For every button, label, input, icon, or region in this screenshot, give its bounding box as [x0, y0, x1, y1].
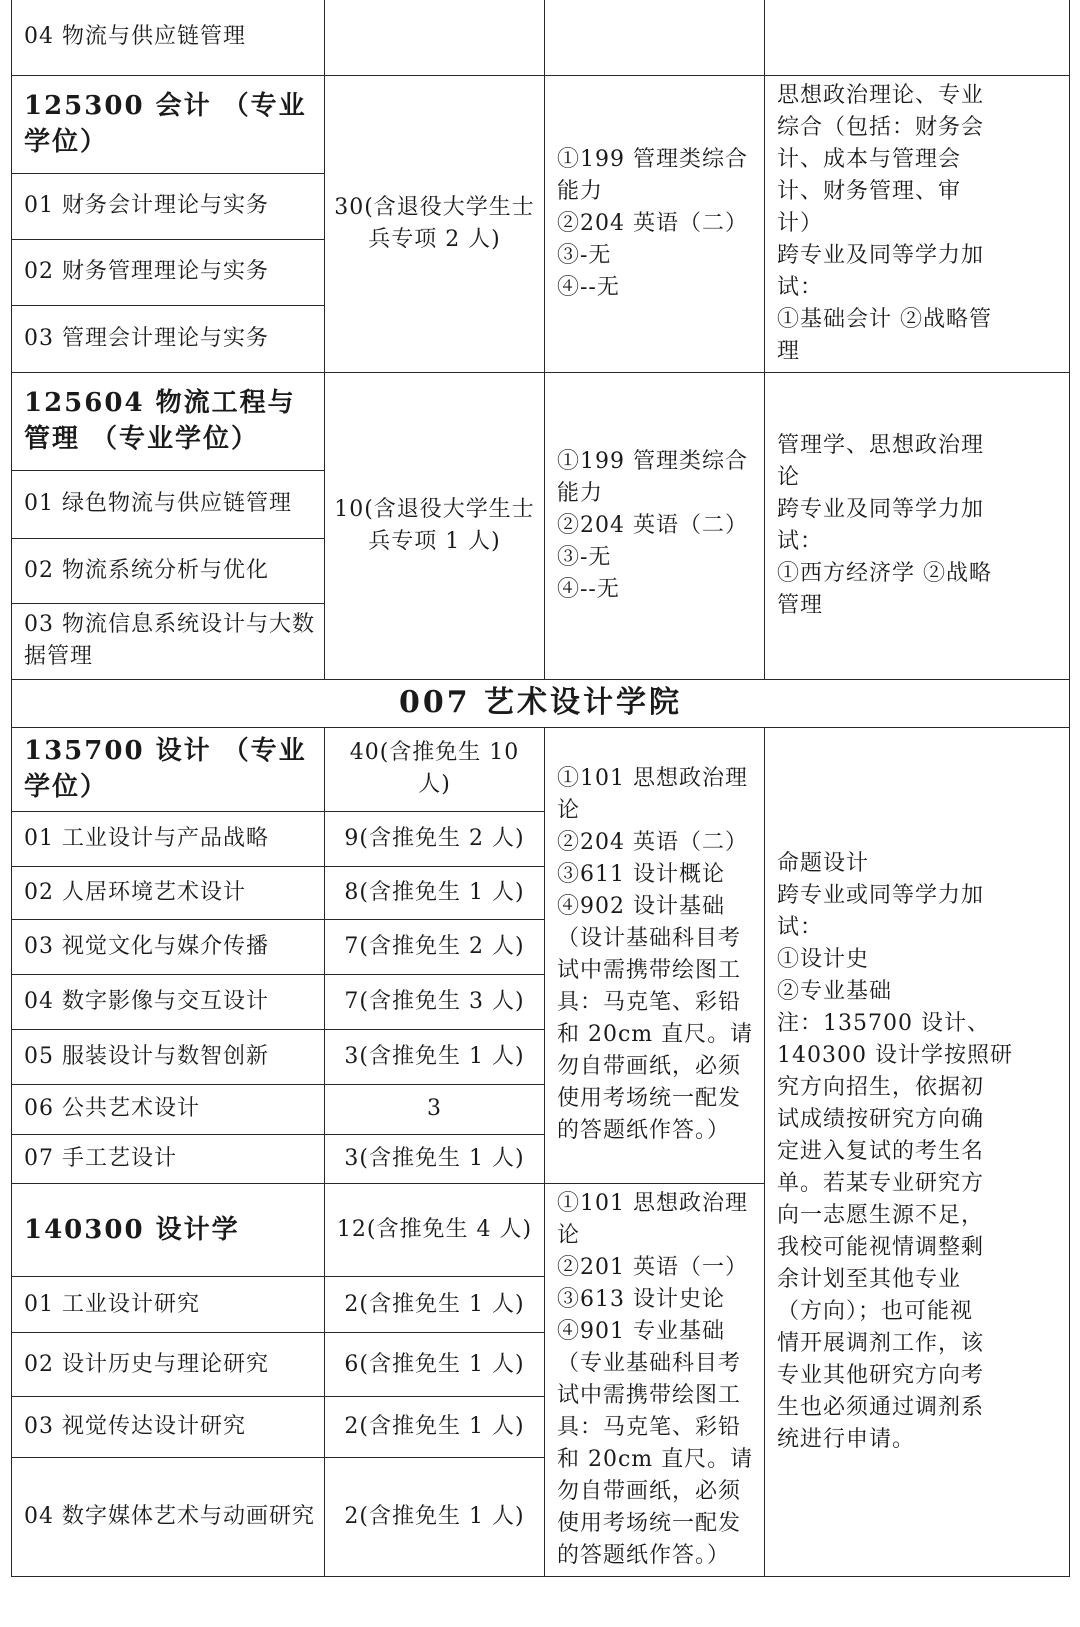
direction-cell: 06 公共艺术设计 — [12, 1084, 325, 1134]
plan-cell: 2(含推免生 1 人) — [325, 1276, 545, 1332]
table-row — [12, 0, 1070, 75]
college-row — [12, 679, 1070, 727]
plan-cell — [325, 0, 545, 75]
direction-cell: 02 设计历史与理论研究 — [12, 1333, 325, 1397]
direction-cell: 03 物流信息系统设计与大数据管理 — [12, 603, 325, 679]
direction-cell: 01 工业设计与产品战略 — [12, 811, 325, 866]
remarks: 命题设计 跨专业或同等学力加 试： ①设计史 ②专业基础 注：135700 设计、 140300 设计学按照研 究方向招生，依据初 试成绩按研究方向确 定进入复试的考生名 单。若某专业研究方 向一志愿生源不足， 我校可能视情调整剩 余计划至其他专业 （方向）；也可能视 情开展调剂工作，该 专业其他研究方向考 生也必须通过调剂系 统进行申请。 — [765, 727, 1070, 1576]
plan-cell: 2(含推免生 1 人) — [325, 1458, 545, 1576]
major-row — [12, 75, 1070, 173]
major-title: 125300 会计 （专业学位） — [12, 75, 325, 173]
exam-subjects: ①101 思想政治理 论 ②204 英语（二） ③611 设计概论 ④902 设计基础 （设计基础科目考 试中需携带绘图工 具：马克笔、彩铅 和 20cm 直尺。请 勿自带画纸，必须 使用考场统一配发 的答题纸作答。） — [545, 727, 765, 1183]
exam-cell — [545, 0, 765, 75]
plan-cell: 6(含推免生 1 人) — [325, 1333, 545, 1397]
plan-cell: 3(含推免生 1 人) — [325, 1134, 545, 1183]
plan-cell: 12(含推免生 4 人) — [325, 1183, 545, 1276]
note-cell — [765, 0, 1070, 75]
plan-cell: 8(含推免生 1 人) — [325, 866, 545, 919]
major-title: 125604 物流工程与管理 （专业学位） — [12, 372, 325, 470]
plan-cell: 2(含推免生 1 人) — [325, 1396, 545, 1458]
direction-cell: 07 手工艺设计 — [12, 1134, 325, 1183]
direction-cell: 01 工业设计研究 — [12, 1276, 325, 1332]
plan-cell: 7(含推免生 3 人) — [325, 974, 545, 1029]
direction-cell: 03 视觉文化与媒介传播 — [12, 919, 325, 974]
direction-cell: 04 数字影像与交互设计 — [12, 974, 325, 1029]
direction-cell: 02 人居环境艺术设计 — [12, 866, 325, 919]
plan-cell: 10(含退役大学生士兵专项 1 人) — [325, 372, 545, 679]
plan-cell: 9(含推免生 2 人) — [325, 811, 545, 866]
plan-cell: 3 — [325, 1084, 545, 1134]
remarks: 管理学、思想政治理 论 跨专业及同等学力加 试： ①西方经济学 ②战略 管理 — [765, 372, 1070, 679]
direction-cell: 01 财务会计理论与实务 — [12, 173, 325, 239]
direction-cell: 02 物流系统分析与优化 — [12, 538, 325, 603]
direction-cell: 05 服装设计与数智创新 — [12, 1029, 325, 1084]
major-title: 135700 设计 （专业学位） — [12, 727, 325, 811]
plan-cell: 7(含推免生 2 人) — [325, 919, 545, 974]
remarks: 思想政治理论、专业 综合（包括：财务会 计、成本与管理会 计、财务管理、审 计） 跨专业及同等学力加 试： ①基础会计 ②战略管 理 — [765, 75, 1070, 372]
plan-cell: 3(含推免生 1 人) — [325, 1029, 545, 1084]
major-row — [12, 727, 1070, 811]
direction-cell: 04 数字媒体艺术与动画研究 — [12, 1458, 325, 1576]
direction-cell: 03 视觉传达设计研究 — [12, 1396, 325, 1458]
direction-cell: 02 财务管理理论与实务 — [12, 239, 325, 305]
admissions-table — [11, 0, 1070, 1577]
exam-subjects: ①199 管理类综合 能力 ②204 英语（二） ③-无 ④--无 — [545, 75, 765, 372]
exam-subjects: ①101 思想政治理 论 ②201 英语（一） ③613 设计史论 ④901 专业基础 （专业基础科目考 试中需携带绘图工 具：马克笔、彩铅 和 20cm 直尺。请 勿自带画纸，必须 使用考场统一配发 的答题纸作答。） — [545, 1183, 765, 1576]
college-title: 007 艺术设计学院 — [12, 679, 1070, 727]
major-title: 140300 设计学 — [12, 1183, 325, 1276]
exam-subjects: ①199 管理类综合 能力 ②204 英语（二） ③-无 ④--无 — [545, 372, 765, 679]
direction-cell: 04 物流与供应链管理 — [12, 0, 325, 75]
plan-cell: 40(含推免生 10 人) — [325, 727, 545, 811]
plan-cell: 30(含退役大学生士兵专项 2 人) — [325, 75, 545, 372]
direction-cell: 01 绿色物流与供应链管理 — [12, 470, 325, 538]
direction-cell: 03 管理会计理论与实务 — [12, 305, 325, 372]
major-row — [12, 372, 1070, 470]
